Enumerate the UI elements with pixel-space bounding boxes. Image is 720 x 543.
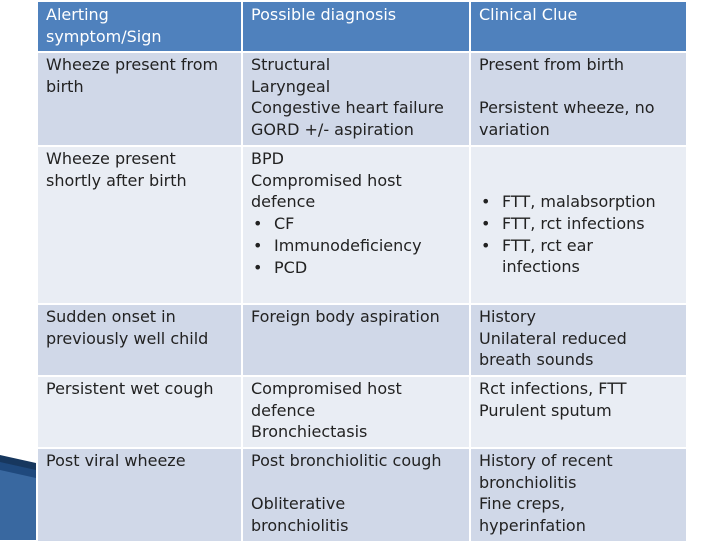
cell-clue: [470, 52, 687, 146]
list-item-text: infections: [502, 257, 580, 277]
cell-text: BPD: [251, 149, 284, 168]
list-item-text: CF: [274, 214, 295, 234]
cell-text: Foreign body aspiration: [251, 307, 440, 326]
cell-symptom: [37, 448, 242, 542]
cell-symptom: [37, 376, 242, 448]
cell-text: variation: [479, 120, 550, 140]
cell-text: Bronchiectasis: [251, 422, 368, 442]
cell-diagnosis: [242, 304, 470, 376]
header-alerting-symptom: [37, 1, 242, 52]
cell-clue: [470, 304, 687, 376]
cell-text: Laryngeal: [251, 76, 331, 96]
cell-text: Wheeze present from: [46, 55, 219, 74]
bullet-list: [479, 191, 679, 278]
cell-text: Obliterative: [251, 494, 346, 514]
cell-diagnosis: [242, 52, 470, 146]
cell-text: Unilateral reduced: [479, 328, 627, 348]
cell-symptom: [37, 146, 242, 304]
bullet-icon: •: [253, 214, 263, 234]
header-text: Alerting: [46, 5, 109, 24]
bullet-icon: •: [481, 192, 491, 212]
list-item: [251, 257, 462, 279]
cell-text: Post viral wheeze: [46, 451, 186, 470]
bullet-icon: •: [481, 235, 491, 255]
cell-text: Purulent sputum: [479, 400, 612, 420]
table-row: [37, 376, 687, 448]
list-item: [479, 213, 679, 235]
cell-text: birth: [46, 76, 84, 96]
list-item-text: Immunodeficiency: [274, 235, 422, 255]
cell-text: History of recent: [479, 451, 613, 470]
cell-clue: [470, 448, 687, 542]
table-row: [37, 448, 687, 542]
list-item-text: FTT, rct infections: [502, 214, 645, 234]
list-item: [251, 235, 462, 257]
header-possible-diagnosis: [242, 1, 470, 52]
list-item-text: PCD: [274, 257, 308, 277]
list-item-text: FTT, rct ear: [502, 235, 593, 255]
table-header-row: [37, 1, 687, 52]
cell-text: Persistent wheeze, no: [479, 98, 655, 118]
cell-text: breath sounds: [479, 350, 594, 370]
cell-text: Fine creps,: [479, 494, 565, 514]
cell-text: GORD +/- aspiration: [251, 120, 414, 140]
cell-text: hyperinfation: [479, 516, 586, 536]
header-clinical-clue: [470, 1, 687, 52]
cell-text: Structural: [251, 55, 331, 74]
cell-text: Compromised host: [251, 379, 402, 398]
list-item: [479, 235, 679, 278]
header-text: symptom/Sign: [46, 26, 162, 46]
bullet-list: [251, 213, 462, 278]
cell-text: defence: [251, 192, 316, 212]
cell-text: Wheeze present: [46, 149, 176, 168]
cell-text: History: [479, 307, 536, 326]
diagnosis-table: [36, 0, 688, 543]
list-item-text: FTT, malabsorption: [502, 192, 656, 212]
cell-text: Sudden onset in: [46, 307, 176, 326]
cell-text: bronchiolitis: [251, 516, 349, 536]
cell-diagnosis: [242, 448, 470, 542]
cell-text: Congestive heart failure: [251, 98, 444, 118]
cell-clue: [470, 146, 687, 304]
bullet-icon: •: [253, 257, 263, 277]
header-text: Possible diagnosis: [251, 5, 397, 24]
list-item: [251, 213, 462, 235]
cell-diagnosis: [242, 376, 470, 448]
table-row: [37, 146, 687, 304]
table-row: [37, 304, 687, 376]
cell-text: Compromised host: [251, 170, 402, 190]
list-item: [479, 191, 679, 213]
cell-text: Persistent wet cough: [46, 379, 214, 398]
cell-clue: [470, 376, 687, 448]
table-row: [37, 52, 687, 146]
cell-text: shortly after birth: [46, 170, 187, 190]
cell-text: Present from birth: [479, 55, 625, 74]
bullet-icon: •: [481, 214, 491, 234]
cell-symptom: [37, 304, 242, 376]
cell-text: previously well child: [46, 328, 209, 348]
bullet-icon: •: [253, 235, 263, 255]
cell-text: Rct infections, FTT: [479, 379, 627, 398]
header-text: Clinical Clue: [479, 5, 578, 24]
cell-text: defence: [251, 400, 316, 420]
cell-diagnosis: [242, 146, 470, 304]
cell-symptom: [37, 52, 242, 146]
cell-text: Post bronchiolitic cough: [251, 451, 442, 470]
cell-text: bronchiolitis: [479, 472, 577, 492]
